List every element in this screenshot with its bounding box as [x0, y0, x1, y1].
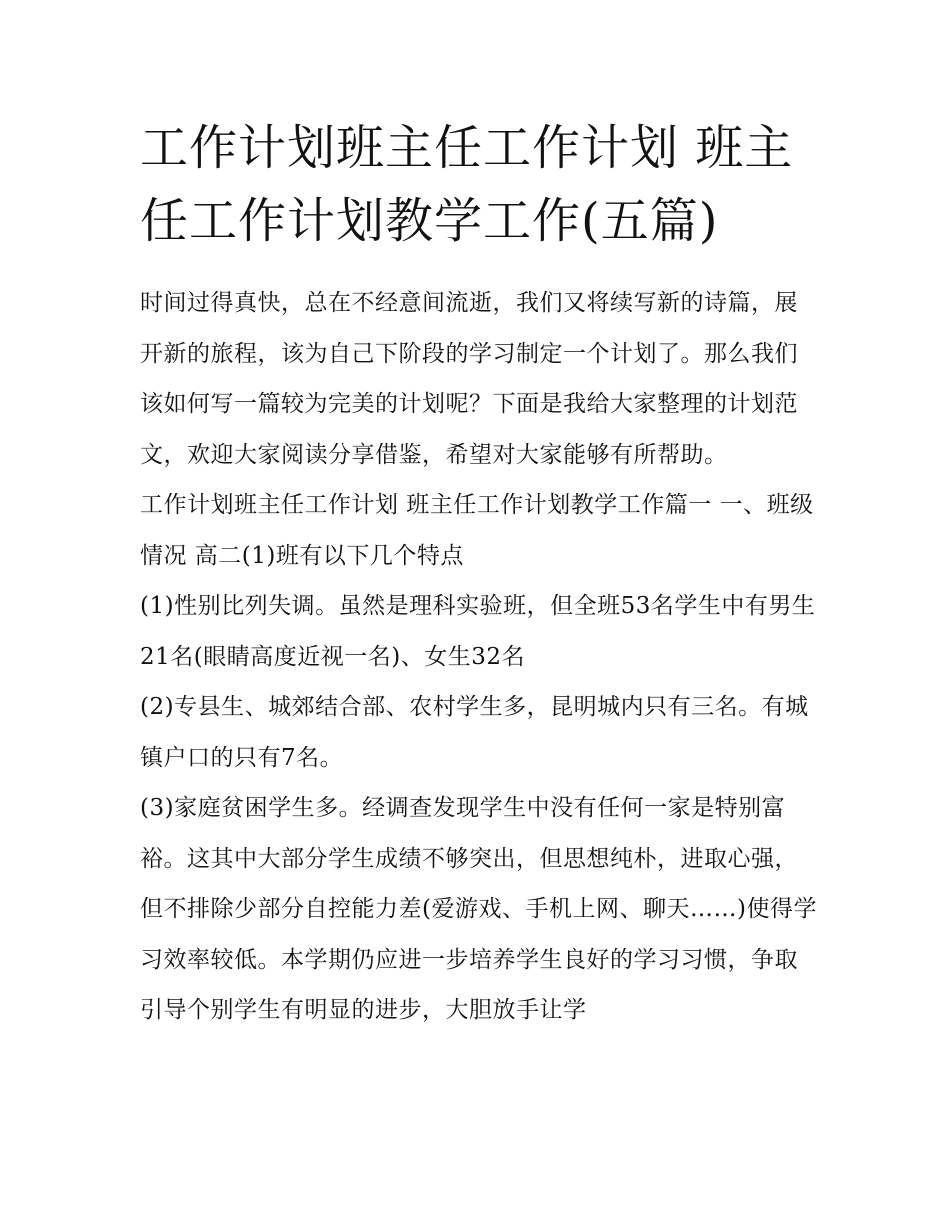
- document-body: [140, 278, 820, 1036]
- paragraph-point-2: (2)专县生、城郊结合部、农村学生多，昆明城内只有三名。有城镇户口的只有7名。: [140, 694, 809, 771]
- paragraph-section-heading: 工作计划班主任工作计划 班主任工作计划教学工作篇一 一、班级情况 高二(1)班有以下几个特点: [140, 492, 814, 569]
- document-title: 工作计划班主任工作计划 班主任工作计划教学工作(五篇): [140, 120, 794, 249]
- paragraph-point-1: (1)性别比列失调。虽然是理科实验班，但全班53名学生中有男生21名(眼睛高度近视一名)、女生32名: [140, 593, 816, 670]
- paragraph-point-3: (3)家庭贫困学生多。经调查发现学生中没有任何一家是特别富裕。这其中大部分学生成绩不够突出，但思想纯朴，进取心强，但不排除少部分自控能力差(爱游戏、手机上网、聊天……)使得学习效率较低。本学期仍应进一步培养学生良好的学习习惯，争取引导个别学生有明显的进步，大胆放手让学: [140, 795, 817, 1023]
- paragraph-intro: 时间过得真快，总在不经意间流逝，我们又将续写新的诗篇，展开新的旅程，该为自己下阶段的学习制定一个计划了。那么我们该如何写一篇较为完美的计划呢？下面是我给大家整理的计划范文，欢迎大家阅读分享借鉴，希望对大家能够有所帮助。: [140, 290, 798, 468]
